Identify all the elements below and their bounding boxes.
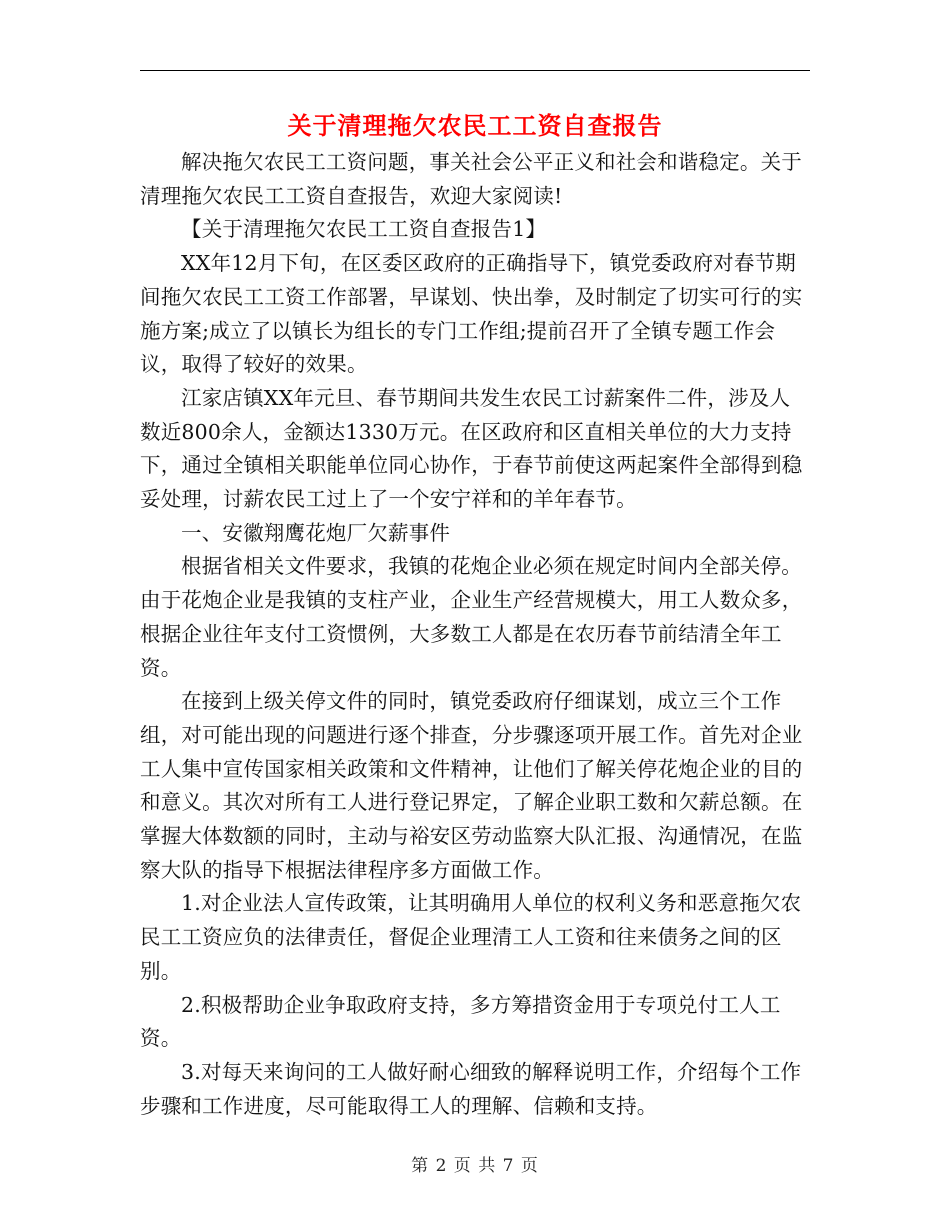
paragraph-cases: 江家店镇XX年元旦、春节期间共发生农民工讨薪案件二件，涉及人数近800余人，金额达1330万元。在区政府和区直相关单位的大力支持下，通过全镇相关职能单位同心协作，于春节前使这两起案件全部得到稳妥处理，讨薪农民工过上了一个安宁祥和的羊年春节。 xyxy=(140,385,803,512)
paragraph-actions: 在接到上级关停文件的同时，镇党委政府仔细谋划，成立三个工作组，对可能出现的问题进行逐个排查，分步骤逐项开展工作。首先对企业工人集中宣传国家相关政策和文件精神，让他们了解关停花炮企业的目的和意义。其次对所有工人进行登记界定，了解企业职工数和欠薪总额。在掌握大体数额的同时，主动与裕安区劳动监察大队汇报、沟通情况，在监察大队的指导下根据法律程序多方面做工作。 xyxy=(140,689,803,882)
document-body xyxy=(140,146,810,1123)
document-title: 关于清理拖欠农民工工资自查报告 xyxy=(287,111,663,140)
paragraph-intro: 解决拖欠农民工工资问题，事关社会公平正义和社会和谐稳定。关于清理拖欠农民工工资自查报告，欢迎大家阅读! xyxy=(140,150,802,208)
paragraph-subheading-one: 一、安徽翔鹰花炮厂欠薪事件 xyxy=(181,520,451,545)
paragraph-section-heading: 【关于清理拖欠农民工工资自查报告1】 xyxy=(181,217,547,242)
page-number: 第 2 页 共 7 页 xyxy=(411,1156,539,1176)
paragraph-background: 根据省相关文件要求，我镇的花炮企业必须在规定时间内全部关停。由于花炮企业是我镇的支柱产业，企业生产经营规模大，用工人数众多，根据企业往年支付工资惯例，大多数工人都是在农历春节前结清全年工资。 xyxy=(140,554,803,680)
paragraph-item-2: 2.积极帮助企业争取政府支持，多方筹措资金用于专项兑付工人工资。 xyxy=(140,992,781,1051)
header-rule xyxy=(140,70,810,71)
paragraph-deployment: XX年12月下旬，在区委区政府的正确指导下，镇党委政府对春节期间拖欠农民工工资工作部署，早谋划、快出拳，及时制定了切实可行的实施方案;成立了以镇长为组长的专门工作组;提前召开了全镇专题工作会议，取得了较好的效果。 xyxy=(140,251,803,377)
paragraph-item-1: 1.对企业法人宣传政策，让其明确用人单位的权利义务和恶意拖欠农民工工资应负的法律责任，督促企业理清工人工资和往来债务之间的区别。 xyxy=(140,891,802,983)
paragraph-item-3: 3.对每天来询问的工人做好耐心细致的解释说明工作，介绍每个工作步骤和工作进度，尽可能取得工人的理解、信赖和支持。 xyxy=(140,1059,802,1118)
